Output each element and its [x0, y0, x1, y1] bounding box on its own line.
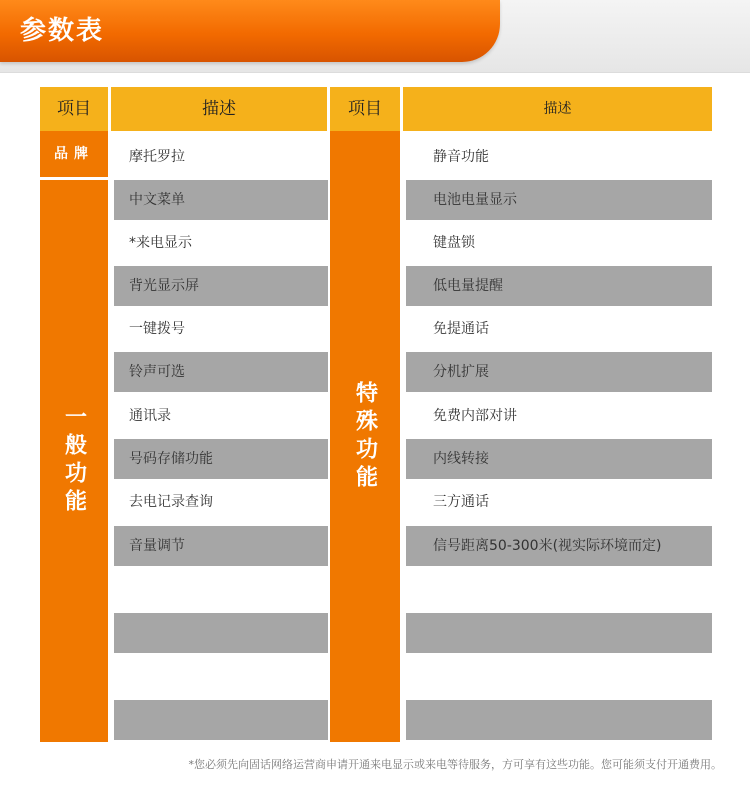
- left-desc-header: 描述: [111, 87, 327, 131]
- right-feature-row: 键盘锁: [433, 235, 475, 251]
- left-feature-row: 摩托罗拉: [129, 149, 185, 165]
- right-feature-row: 免提通话: [433, 321, 489, 337]
- left-feature-row: [114, 657, 328, 697]
- brand-label: 品牌: [40, 131, 108, 177]
- special-functions-text: 特殊功能: [352, 380, 378, 493]
- right-feature-row: [406, 570, 712, 610]
- header-banner: [0, 0, 500, 62]
- left-feature-row: 音量调节: [114, 526, 328, 566]
- right-feature-row: 电池电量显示: [406, 180, 712, 220]
- right-feature-row: 免费内部对讲: [433, 408, 517, 424]
- general-functions-text: 一般功能: [61, 405, 87, 517]
- right-feature-row: [406, 700, 712, 740]
- left-feature-row: 号码存储功能: [114, 439, 328, 479]
- right-feature-row: 静音功能: [433, 149, 489, 165]
- left-feature-row: 铃声可选: [114, 352, 328, 392]
- right-item-header: 项目: [330, 87, 400, 131]
- left-feature-row: 一键拨号: [129, 321, 185, 337]
- right-feature-row: [406, 657, 712, 697]
- left-item-header: 项目: [40, 87, 108, 131]
- right-feature-row: 分机扩展: [406, 352, 712, 392]
- left-feature-row: 通讯录: [129, 408, 171, 424]
- right-feature-row: [406, 613, 712, 653]
- left-feature-row: [114, 570, 328, 610]
- left-feature-row: [114, 700, 328, 740]
- right-desc-header: 描述: [403, 87, 712, 131]
- right-feature-row: 三方通话: [433, 494, 489, 510]
- page-title: 参数表: [20, 16, 105, 46]
- left-feature-row: 去电记录查询: [129, 494, 213, 510]
- general-functions-label: [40, 180, 108, 742]
- right-feature-row: 内线转接: [406, 439, 712, 479]
- left-feature-row: *来电显示: [129, 235, 192, 251]
- right-feature-row: 低电量提醒: [406, 266, 712, 306]
- right-feature-row: 信号距离50-300米(视实际环境而定): [406, 526, 712, 566]
- special-functions-label: [330, 131, 400, 742]
- left-feature-row: 中文菜单: [114, 180, 328, 220]
- left-feature-row: [114, 613, 328, 653]
- footnote: *您必须先向固话网络运营商申请开通来电显示或来电等待服务，方可享有这些功能。您可能须支付开通费用。: [188, 758, 722, 771]
- left-feature-row: 背光显示屏: [114, 266, 328, 306]
